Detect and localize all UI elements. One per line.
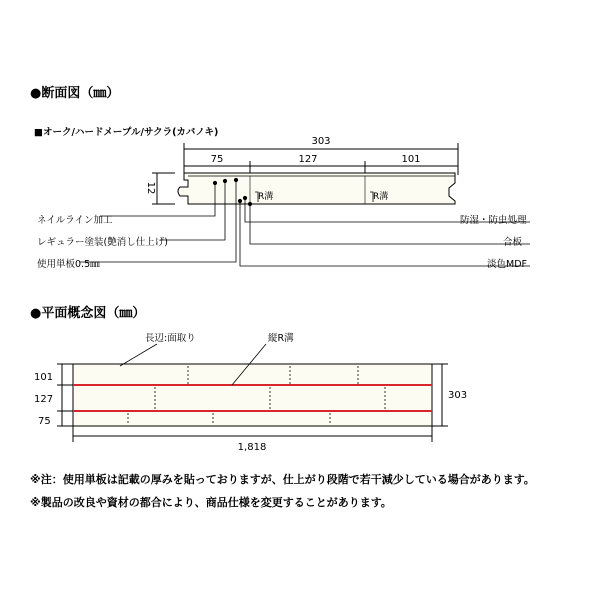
section-subtitle: ■オーク/ハードメープル/サクラ(カバノキ)	[34, 127, 219, 138]
plan-view	[57, 344, 448, 442]
label-moisture-proof: 防湿・防虫処理	[460, 215, 527, 226]
plan-dim-length: 1,818	[237, 442, 267, 453]
dim-a-text: 75	[210, 154, 224, 165]
groove-label-1: R溝	[258, 192, 274, 202]
plan-title: ●平面概念図（㎜）	[30, 306, 146, 321]
callout-groove: 縦R溝	[268, 333, 294, 344]
label-regular-coating: レギュラー塗装(艶消し仕上げ)	[37, 237, 168, 248]
callout-edge: 長辺:面取り	[145, 333, 196, 344]
groove-label-2: R溝	[373, 192, 389, 202]
label-nail-line: ネイルライン加工	[37, 215, 113, 226]
board-profile	[178, 173, 455, 204]
dim-c-text: 101	[401, 154, 421, 165]
label-plywood: 合板	[503, 237, 523, 248]
note-spec-change: ※製品の改良や資材の都合により、商品仕様を変更することがあります。	[30, 496, 392, 509]
label-mdf: 淡色MDF	[487, 259, 527, 270]
plan-dim-top: 101	[34, 372, 54, 383]
plan-dim-width: 303	[448, 390, 468, 401]
dim-total-text: 303	[311, 136, 331, 147]
dim-thickness-text: 12	[145, 181, 156, 195]
plan-board	[73, 364, 432, 426]
section-title: ●断面図（㎜）	[30, 86, 120, 101]
note-veneer: ※注：使用単板は記載の厚みを貼っておりますが、仕上がり段階で若干減少している場合があります。	[30, 473, 535, 486]
plan-dim-middle: 127	[34, 394, 54, 405]
dim-b-text: 127	[298, 154, 318, 165]
label-veneer: 使用単板0.5㎜	[37, 259, 100, 270]
plan-dim-bottom: 75	[38, 416, 51, 427]
